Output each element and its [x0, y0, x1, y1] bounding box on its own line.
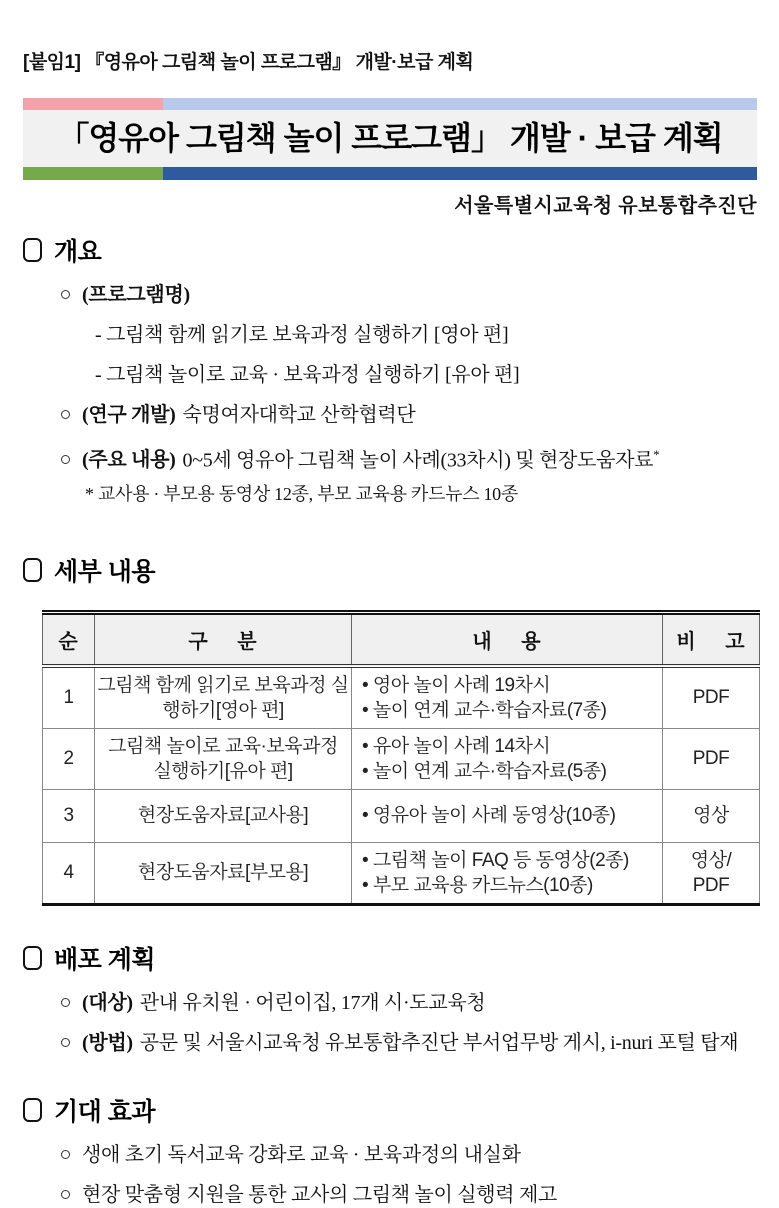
footnote-text: * 교사용 · 부모용 동영상 12종, 부모 교육용 카드뉴스 10종 [85, 484, 518, 505]
banner-bar-segment-lightblue [163, 98, 757, 110]
circle-bullet-icon [61, 1150, 70, 1159]
table-row [43, 666, 760, 729]
table-header-row [43, 613, 760, 666]
square-bullet-icon [23, 1098, 42, 1122]
content-line: • 놀이 연계 교수·학습자료(7종) [362, 699, 607, 721]
effects-item [61, 1142, 757, 1168]
content-line: • 유아 놀이 사례 14차시 [362, 735, 551, 757]
column-header-no: 순 [43, 613, 95, 666]
remark-line: PDF [692, 874, 730, 896]
banner-top-bar [23, 98, 757, 110]
cell-category: 그림책 놀이로 교육·보육과정 실행하기[유아 편] [95, 728, 352, 789]
section-heading-label: 기대 효과 [54, 1097, 156, 1126]
attachment-label: [붙임1] 『영유아 그림책 놀이 프로그램』 개발·보급 계획 [23, 52, 474, 73]
cell-category: 현장도움자료[교사용] [95, 789, 352, 842]
section-heading-effects [23, 1092, 757, 1128]
item-text: 생애 초기 독서교육 강화로 교육 · 보육과정의 내실화 [82, 1143, 521, 1166]
title-banner [23, 98, 757, 180]
cell-remark [663, 842, 760, 904]
effects-item [61, 1182, 757, 1208]
remark-line: PDF [692, 687, 730, 709]
column-header-content: 내 용 [352, 613, 663, 666]
remark-line: PDF [692, 748, 730, 770]
column-header-remark: 비 고 [663, 613, 760, 666]
item-text: 관내 유치원 · 어린이집, 17개 시·도교육청 [139, 991, 486, 1014]
circle-bullet-icon [61, 998, 70, 1007]
circle-bullet-icon [61, 410, 70, 419]
section-heading-overview [23, 232, 757, 268]
cell-no: 2 [43, 728, 95, 789]
table-row [43, 728, 760, 789]
program-line-infant: - 그림책 함께 읽기로 보육과정 실행하기 [영아 편] [95, 323, 509, 346]
item-bold-label: (대상) [82, 991, 133, 1014]
item-text: 공문 및 서울시교육청 유보통합추진단 부서업무방 게시, i-nuri 포털 탑재 [139, 1031, 739, 1054]
circle-bullet-icon [61, 290, 70, 299]
overview-item-program-name [61, 282, 757, 308]
cell-content [352, 728, 663, 789]
square-bullet-icon [23, 238, 42, 262]
circle-bullet-icon [61, 455, 70, 464]
details-table [42, 610, 760, 906]
program-line-toddler: - 그림책 놀이로 교육 · 보육과정 실행하기 [유아 편] [95, 363, 520, 386]
section-heading-label: 개요 [54, 237, 102, 266]
cell-no: 4 [43, 842, 95, 904]
document-title: 「영유아 그림책 놀이 프로그램」 개발 · 보급 계획 [23, 110, 757, 167]
square-bullet-icon [23, 946, 42, 970]
item-text: 현장 맞춤형 지원을 통한 교사의 그림책 놀이 실행력 제고 [82, 1183, 558, 1206]
cell-remark [663, 666, 760, 729]
cell-remark [663, 789, 760, 842]
cell-no: 3 [43, 789, 95, 842]
organization-name: 서울특별시교육청 유보통합추진단 [454, 194, 757, 217]
item-bold-label: (주요 내용) [82, 449, 176, 472]
content-line: • 영아 놀이 사례 19차시 [362, 674, 551, 696]
cell-category: 현장도움자료[부모용] [95, 842, 352, 904]
column-header-category: 구 분 [95, 613, 352, 666]
content-line: • 그림책 놀이 FAQ 등 동영상(2종) [362, 849, 629, 871]
content-line: • 부모 교육용 카드뉴스(10종) [362, 874, 593, 896]
remark-line: 영상/ [690, 849, 732, 871]
cell-content [352, 666, 663, 729]
cell-remark [663, 728, 760, 789]
square-bullet-icon [23, 558, 42, 582]
section-heading-label: 배포 계획 [54, 945, 156, 974]
content-line: • 놀이 연계 교수·학습자료(5종) [362, 760, 607, 782]
table-row [43, 789, 760, 842]
overview-item-research [61, 402, 757, 428]
content-line: • 영유아 놀이 사례 동영상(10종) [362, 805, 616, 827]
distribution-item-method [61, 1030, 757, 1056]
banner-bar-segment-pink [23, 98, 163, 110]
item-bold-label: (프로그램명) [82, 283, 190, 306]
banner-bar-segment-darkblue [163, 167, 757, 180]
footnote-marker: * [653, 446, 660, 462]
item-text: 숙명여자대학교 산학협력단 [182, 403, 416, 426]
banner-bottom-bar [23, 167, 757, 180]
remark-line: 영상 [693, 805, 729, 827]
section-heading-label: 세부 내용 [54, 558, 156, 587]
section-heading-distribution [23, 940, 757, 976]
item-bold-label: (방법) [82, 1031, 133, 1054]
circle-bullet-icon [61, 1190, 70, 1199]
overview-item-main-content [61, 442, 757, 474]
cell-category: 그림책 함께 읽기로 보육과정 실행하기[영아 편] [95, 666, 352, 729]
table-row [43, 842, 760, 904]
item-text: 0~5세 영유아 그림책 놀이 사례(33차시) 및 현장도움자료 [182, 449, 654, 472]
cell-content [352, 789, 663, 842]
banner-bar-segment-green [23, 167, 163, 180]
item-bold-label: (연구 개발) [82, 403, 176, 426]
cell-no: 1 [43, 666, 95, 729]
cell-content [352, 842, 663, 904]
section-heading-details [23, 552, 757, 588]
distribution-item-target [61, 990, 757, 1016]
circle-bullet-icon [61, 1038, 70, 1047]
